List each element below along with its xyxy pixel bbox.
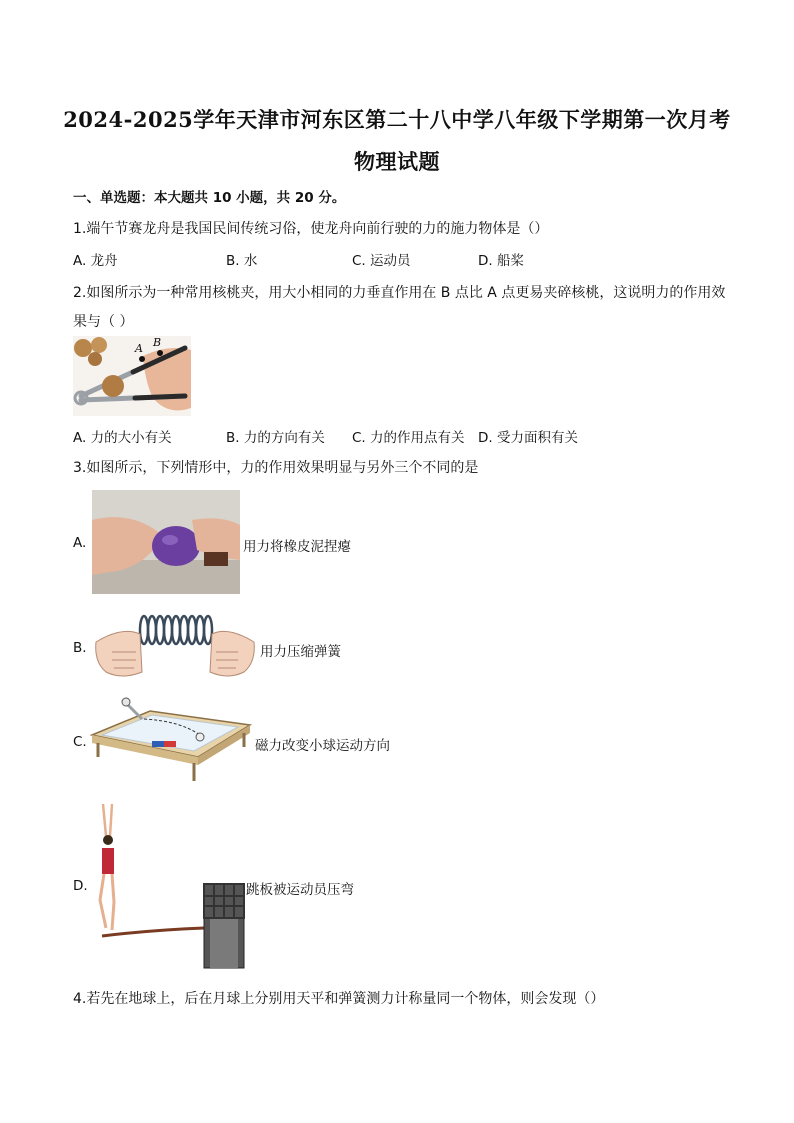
q3-option-b-caption: 用力压缩弹簧	[260, 644, 341, 660]
q3-option-d-letter: D.	[73, 878, 88, 894]
diving-board-image	[92, 800, 252, 970]
spring-compress-image	[92, 612, 258, 682]
q3-option-a-letter: A.	[73, 535, 87, 551]
q2-stem-line2: 果与（ ）	[73, 314, 134, 330]
q3-option-c-letter: C.	[73, 734, 87, 750]
q2-option-a: A. 力的大小有关	[73, 430, 172, 446]
exam-title-line1: 2024-2025学年天津市河东区第二十八中学八年级下学期第一次月考	[63, 107, 731, 132]
q1-option-c: C. 运动员	[352, 253, 411, 269]
q2-option-b: B. 力的方向有关	[226, 430, 325, 446]
q1-stem: 1.端午节赛龙舟是我国民间传统习俗，使龙舟向前行驶的力的施力物体是（）	[73, 221, 549, 237]
q1-option-d: D. 船桨	[478, 253, 524, 269]
q4-stem: 4.若先在地球上，后在月球上分别用天平和弹簧测力计称量同一个物体，则会发现（）	[73, 991, 605, 1007]
q1-option-a: A. 龙舟	[73, 253, 118, 269]
q3-option-c-caption: 磁力改变小球运动方向	[255, 738, 390, 754]
q3-option-a-caption: 用力将橡皮泥捏瘪	[243, 539, 351, 555]
point-a-label: A	[135, 342, 143, 355]
q3-option-b-letter: B.	[73, 640, 87, 656]
magnet-ball-table-image	[90, 695, 252, 783]
q2-stem-line1: 2.如图所示为一种常用核桃夹，用大小相同的力垂直作用在 B 点比 A 点更易夹碎核桃，这说明力的作用效	[73, 285, 726, 301]
q3-stem: 3.如图所示，下列情形中，力的作用效果明显与另外三个不同的是	[73, 460, 479, 476]
q1-option-b: B. 水	[226, 253, 258, 269]
section-heading: 一、单选题：本大题共 10 小题，共 20 分。	[73, 190, 346, 206]
point-b-label: B	[153, 336, 162, 349]
q2-option-d: D. 受力面积有关	[478, 430, 578, 446]
clay-squeeze-image	[92, 490, 240, 594]
q2-option-c: C. 力的作用点有关	[352, 430, 465, 446]
q3-option-d-caption: 跳板被运动员压弯	[246, 882, 354, 898]
nutcracker-figure	[73, 336, 191, 416]
exam-title-line2: 物理试题	[354, 149, 440, 174]
